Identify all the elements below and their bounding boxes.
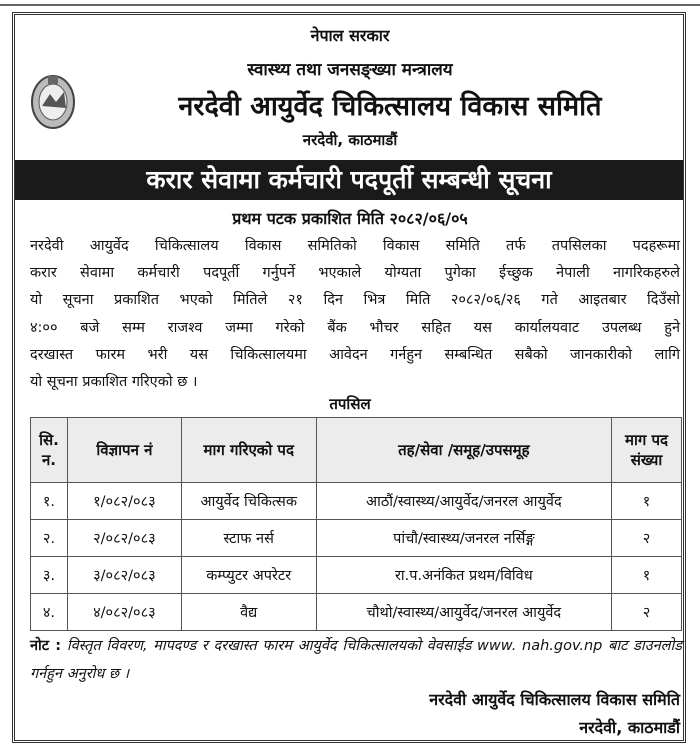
cell-ad-number: ४/०८२/०८३ (67, 594, 181, 631)
cell-serial: १. (31, 483, 68, 520)
header-serial: सि. न. (31, 418, 68, 483)
cell-ad-number: १/०८२/०८३ (67, 483, 181, 520)
notice-body (30, 233, 680, 396)
cell-level-service: आठौं/स्वास्थ्य/आयुर्वेद/जनरल आयुर्वेद (316, 483, 611, 520)
signature-organization: नरदेवी आयुर्वेद चिकित्सालय विकास समिति (429, 690, 680, 709)
cell-count: २ (612, 594, 682, 631)
body-line: यो सूचना प्रकाशित गरिएको छ । (30, 374, 198, 391)
body-line: दरखास्त फारम भरी यस चिकित्सालयमा आवेदन गर्नहुन सम्बन्धित सबैको जानकारीको लागि (30, 346, 680, 363)
body-line: यो सूचना प्रकाशित भएको मितिले २१ दिन भित्र मिति २०८२/०६/२६ गते आइतबार दिउँसो (30, 292, 680, 309)
government-name: नेपाल सरकार (310, 26, 390, 45)
body-line: नरदेवी आयुर्वेद चिकित्सालय विकास समितिको विकास समिति तर्फ तपसिलका पदहरूमा (30, 238, 680, 254)
table-header-row (31, 418, 682, 483)
cell-ad-number: ३/०८२/०८३ (67, 557, 181, 594)
note (30, 632, 682, 688)
organization-name: नरदेवी आयुर्वेद चिकित्सालय विकास समिति (178, 91, 602, 122)
cell-count: १ (612, 557, 682, 594)
cell-serial: ४. (31, 594, 68, 631)
vacancy-table (30, 417, 682, 631)
note-text: विस्तृत विवरण, मापदण्ड र दरखास्त फारम आयुर्वेद चिकित्सालयको वेवसाईड www. nah.gov.np बाट डाउनलोड गर्नहुन अनुरोध छ । (30, 638, 683, 682)
published-date: प्रथम पटक प्रकाशित मिति २०८२/०६/०५ (232, 209, 468, 228)
cell-position: वैद्य (181, 594, 316, 631)
cell-count: २ (612, 520, 682, 557)
header-position: माग गरिएको पद (181, 418, 316, 483)
organization-address: नरदेवी, काठमाडौं (302, 131, 398, 149)
body-line: करार सेवामा कर्मचारी पदपूर्ती गर्नुपर्ने भएकाले योग्यता पुगेका ईच्छुक नेपाली नागरिकहरुले (30, 265, 680, 282)
table-row (31, 594, 682, 631)
table-row (31, 557, 682, 594)
cell-position: कम्प्युटर अपरेटर (181, 557, 316, 594)
header-count: माग पद संख्या (612, 418, 682, 483)
cell-ad-number: २/०८२/०८३ (67, 520, 181, 557)
header-level-service: तह/सेवा /समूह/उपसमूह (316, 418, 611, 483)
body-line: ४:०० बजे सम्म राजश्व जम्मा गरेको बैंक भौचर सहित यस कार्यालयवाट उपलब्ध हुने (30, 319, 680, 336)
cell-level-service: चौथो/स्वास्थ्य/आयुर्वेद/जनरल आयुर्वेद (316, 594, 611, 631)
table-row (31, 520, 682, 557)
cell-count: १ (612, 483, 682, 520)
cell-serial: २. (31, 520, 68, 557)
top-rule (0, 0, 700, 6)
ministry-name: स्वास्थ्य तथा जनसङ्ख्या मन्त्रालय (247, 60, 453, 80)
header-ad-number: विज्ञापन नं (67, 418, 181, 483)
note-label: नोट : (30, 638, 62, 654)
cell-level-service: पांचौ/स्वास्थ्य/जनरल नर्सिङ्ग (316, 520, 611, 557)
cell-position: आयुर्वेद चिकित्सक (181, 483, 316, 520)
schedule-heading: तपसिल (329, 395, 371, 413)
cell-level-service: रा.प.अनंकित प्रथम/विविध (316, 557, 611, 594)
notice-title: करार सेवामा कर्मचारी पदपूर्ती सम्बन्धी सूचना (15, 160, 683, 200)
cell-position: स्टाफ नर्स (181, 520, 316, 557)
signature-address: नरदेवी, काठमाडौं (579, 718, 680, 737)
cell-serial: ३. (31, 557, 68, 594)
table-row (31, 483, 682, 520)
